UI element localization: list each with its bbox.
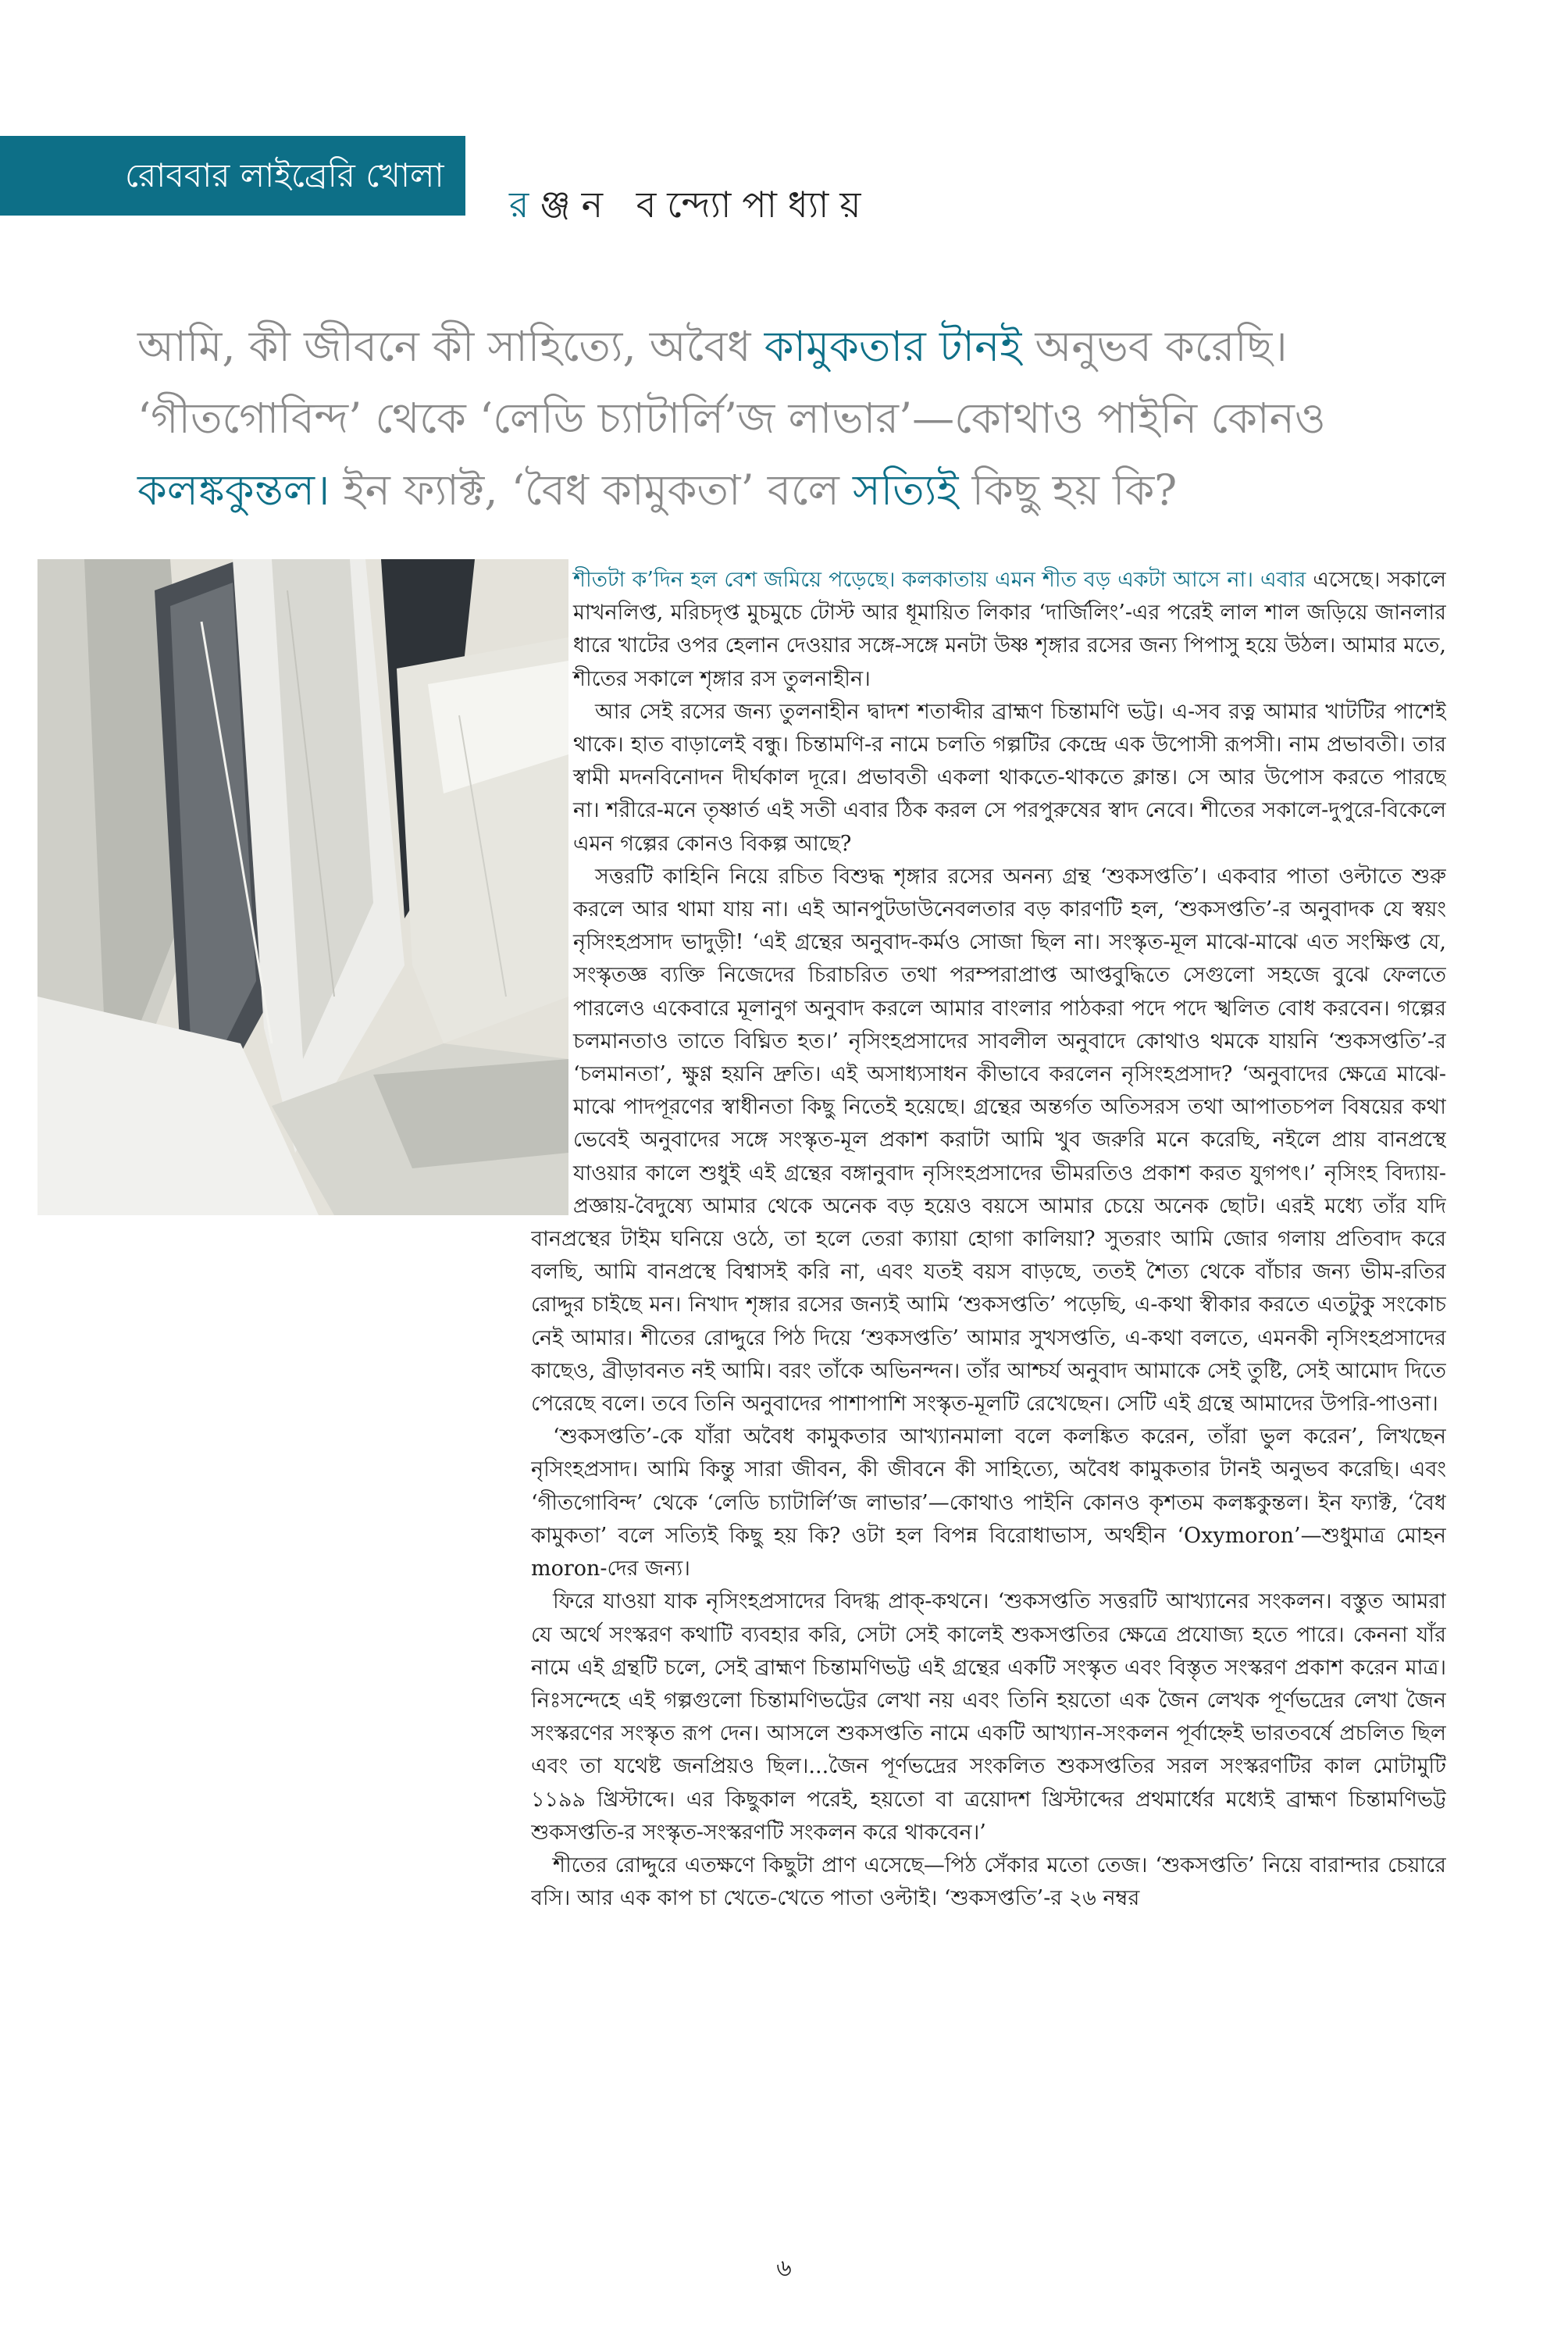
author-byline <box>509 173 872 236</box>
pull-quote-text: কিছু হয় কি? <box>958 465 1178 515</box>
section-tab: রোববার লাইব্রেরি খোলা <box>0 136 465 216</box>
article-paragraph: ‘শুকসপ্ততি’-কে যাঁরা অবৈধ কামুকতার আখ্যানমালা বলে কলঙ্কিত করেন, তাঁরা ভুল করেন’, লিখছেন নৃসিংহপ্রসাদ। আমি কিন্তু সারা জীবন, কী জীবনে কী সাহিত্যে, অবৈধ কামুকতার টানই অনুভব করেছি। এবং ‘গীতগোবিন্দ’ থেকে ‘লেডি চ্যাটার্লি’জ লাভার’—কোথাও পাইনি কোনও কৃশতম কলঙ্ককুন্তল। ইন ফ্যাক্ট, ‘বৈধ কামুকতা’ বলে সত্যিই কিছু হয় কি? ওটা হল বিপন্ন বিরোধাভাস, অর্থহীন ‘Oxymoron’—শুধুমাত্র মোহন moron-দের জন্য। <box>531 1425 1446 1582</box>
pull-quote-highlight: কলঙ্ককুন্তল। <box>137 465 330 515</box>
pull-quote-highlight: সত্যিই <box>853 465 959 515</box>
article-body <box>531 564 1446 2227</box>
author-name-rest: ঞ্জন বন্দ্যোপাধ্যায় <box>540 184 872 226</box>
article-paragraph: আর সেই রসের জন্য তুলনাহীন দ্বাদশ শতাব্দীর ব্রাহ্মণ চিন্তামণি ভট্ট। এ-সব রত্ন আমার খাটটির পাশেই থাকে। হাত বাড়ালেই বন্ধু। চিন্তামণি-র নামে চলতি গল্পটির কেন্দ্রে এক উপোসী রূপসী। নাম প্রভাবতী। তার স্বামী মদনবিনোদন দীর্ঘকাল দূরে। প্রভাবতী একলা থাকতে-থাকতে ক্লান্ত। সে আর উপোস করতে পারছে না। শরীরে-মনে তৃষ্ণার্ত এই সতী এবার ঠিক করল সে পরপুরুষের স্বাদ নেবে। শীতের সকালে-দুপুরে-বিকেলে এমন গল্পের কোনও বিকল্প আছে? <box>573 699 1446 856</box>
article-paragraph: ফিরে যাওয়া যাক নৃসিংহপ্রসাদের বিদগ্ধ প্রাক্‌-কথনে। ‘শুকসপ্ততি সত্তরটি আখ্যানের সংকলন। বস্তুত আমরা যে অর্থে সংস্করণ কথাটি ব্যবহার করি, সেটা সেই কালেই শুকসপ্ততির ক্ষেত্রে প্রযোজ্য হতে পারে। কেননা যাঁর নামে এই গ্রন্থটি চলে, সেই ব্রাহ্মণ চিন্তামণিভট্ট এই গ্রন্থের একটি সংস্কৃত এবং বিস্তৃত সংস্করণ প্রকাশ করেন মাত্র। নিঃসন্দেহে এই গল্পগুলো চিন্তামণিভট্টের লেখা নয় এবং তিনি হয়তো এক জৈন লেখক পূর্ণভদ্রের লেখা জৈন সংস্করণের সংস্কৃত রূপ দেন। আসলে শুকসপ্ততি নামে একটি আখ্যান-সংকলন পূর্বাহ্নেই ভারতবর্ষে প্রচলিত ছিল এবং তা যথেষ্ট জনপ্রিয়ও ছিল।...জৈন পূর্ণভদ্রের সংকলিত শুকসপ্ততির সরল সংস্করণটির কাল মোটামুটি ১১৯৯ খ্রিস্টাব্দে। এর কিছুকাল পরেই, হয়তো বা ত্রয়োদশ খ্রিস্টাব্দের প্রথমার্ধের মধ্যেই ব্রাহ্মণ চিন্তামণিভট্ট শুকসপ্ততি-র সংস্কৃত-সংস্করণটি সংকলন করে থাকবেন।’ <box>531 1589 1446 1845</box>
books-photo-icon <box>37 559 568 1215</box>
article-text: এসেছে। সকালে মাখনলিপ্ত, মরিচদৃপ্ত মুচমুচে টোস্ট আর ধূমায়িত লিকার ‘দার্জিলিং’-এর পরেই লাল শাল জড়িয়ে জানলার ধারে খাটের ওপর হেলান দেওয়ার সঙ্গে-সঙ্গে মনটা উষ্ণ শৃঙ্গার রসের জন্য পিপাসু হয়ে উঠল। আমার মতে, শীতের সকালে শৃঙ্গার রস তুলনাহীন। <box>573 568 1446 691</box>
pull-quote-text: ইন ফ্যাক্ট, ‘বৈধ কামুকতা’ বলে <box>330 465 853 515</box>
pull-quote-text: অনুভব করেছি। ‘গীতগোবিন্দ’ থেকে ‘লেডি চ্যাটার্লি’জ লাভার’—কোথাও পাইনি কোনও <box>137 322 1326 443</box>
pull-quote-text: আমি, কী জীবনে কী সাহিত্যে, অবৈধ <box>137 322 764 371</box>
article-paragraph: শীতের রোদ্দুরে এতক্ষণে কিছুটা প্রাণ এসেছে—পিঠ সেঁকার মতো তেজ। ‘শুকসপ্ততি’ নিয়ে বারান্দার চেয়ারে বসি। আর এক কাপ চা খেতে-খেতে পাতা ওল্টাই। ‘শুকসপ্ততি’-র ২৬ নম্বর <box>531 1853 1446 1911</box>
article-paragraph <box>531 564 1446 696</box>
page-number: ৬ <box>776 2255 792 2282</box>
books-photo <box>37 559 568 1215</box>
author-first-initial: র <box>509 184 540 226</box>
article-lead-in: শীতটা ক’দিন হল বেশ জমিয়ে পড়েছে। কলকাতায় এমন শীত বড় একটা আসে না। এবার <box>573 568 1306 592</box>
image-wrap-space <box>531 564 573 1220</box>
article-paragraph: সত্তরটি কাহিনি নিয়ে রচিত বিশুদ্ধ শৃঙ্গার রসের অনন্য গ্রন্থ ‘শুকসপ্ততি’। একবার পাতা ওল্টাতে শুরু করলে আর থামা যায় না। এই আনপুটডাউনেবলতার বড় কারণটি হল, ‘শুকসপ্ততি’-র অনুবাদক যে স্বয়ং নৃসিংহপ্রসাদ ভাদুড়ী! ‘এই গ্রন্থের অনুবাদ-কর্মও সোজা ছিল না। সংস্কৃত-মূল মাঝে-মাঝে এত সংক্ষিপ্ত যে, সংস্কৃতজ্ঞ ব্যক্তি নিজেদের চিরাচরিত তথা পরম্পরাপ্রাপ্ত আপ্তবুদ্ধিতে সেগুলো সহজে বুঝে ফেলতে পারলেও একেবারে মূলানুগ অনুবাদ করলে আমার বাংলার পাঠকরা পদে পদে স্খলিত বোধ করবেন। গল্পের চলমানতাও তাতে বিঘ্নিত হত।’ নৃসিংহপ্রসাদের সাবলীল অনুবাদে কোথাও থমকে যায়নি ‘শুকসপ্ততি’-র ‘চলমানতা’, ক্ষুণ্ণ হয়নি দ্রুতি। এই অসাধ্যসাধন কীভাবে করলেন নৃসিংহপ্রসাদ? ‘অনুবাদের ক্ষেত্রে মাঝে-মাঝে পাদপূরণের স্বাধীনতা কিছু নিতেই হয়েছে। গ্রন্থের অন্তর্গত অতিসরস তথা আপাতচপল বিষয়ের কথা ভেবেই অনুবাদের সঙ্গে সংস্কৃত-মূল প্রকাশ করাটা আমি খুব জরুরি মনে করেছি, নইলে প্রায় বানপ্রস্থে যাওয়ার কালে শুধুই এই গ্রন্থের বঙ্গানুবাদ নৃসিংহপ্রসাদের ভীমরতিও প্রকাশ করত যুগপৎ।’ নৃসিংহ বিদ্যায়-প্রজ্ঞায়-বৈদুষ্যে আমার থেকে অনেক বড় হয়েও বয়সে আমার চেয়ে অনেক ছোট। এরই মধ্যে তাঁর যদি বানপ্রস্থের টাইম ঘনিয়ে ওঠে, তা হলে তেরা ক্যায়া হোগা কালিয়া? সুতরাং আমি জোর গলায় প্রতিবাদ করে বলছি, আমি বানপ্রস্থে বিশ্বাসই করি না, এবং যতই বয়স বাড়ছে, ততই শৈত্য থেকে বাঁচার জন্য ভীম-রতির রোদ্দুর চাইছে মন। নিখাদ শৃঙ্গার রসের জন্যই আমি ‘শুকসপ্ততি’ পড়েছি, এ-কথা স্বীকার করতে এতটুকু সংকোচ নেই আমার। শীতের রোদ্দুরে পিঠ দিয়ে ‘শুকসপ্ততি’ আমার সুখসপ্ততি, এ-কথা বলতে, এমনকী নৃসিংহপ্রসাদের কাছেও, ব্রীড়াবনত নই আমি। বরং তাঁকে অভিনন্দন। তাঁর আশ্চর্য অনুবাদ আমাকে সেই তুষ্টি, সেই আমোদ দিতে পেরেছে বলে। তবে তিনি অনুবাদের পাশাপাশি সংস্কৃত-মূলটি রেখেছেন। সেটি এই গ্রন্থে আমাদের উপরি-পাওনা। <box>531 864 1446 1417</box>
pull-quote-highlight: কামুকতার টানই <box>764 322 1022 371</box>
pull-quote <box>137 311 1481 526</box>
